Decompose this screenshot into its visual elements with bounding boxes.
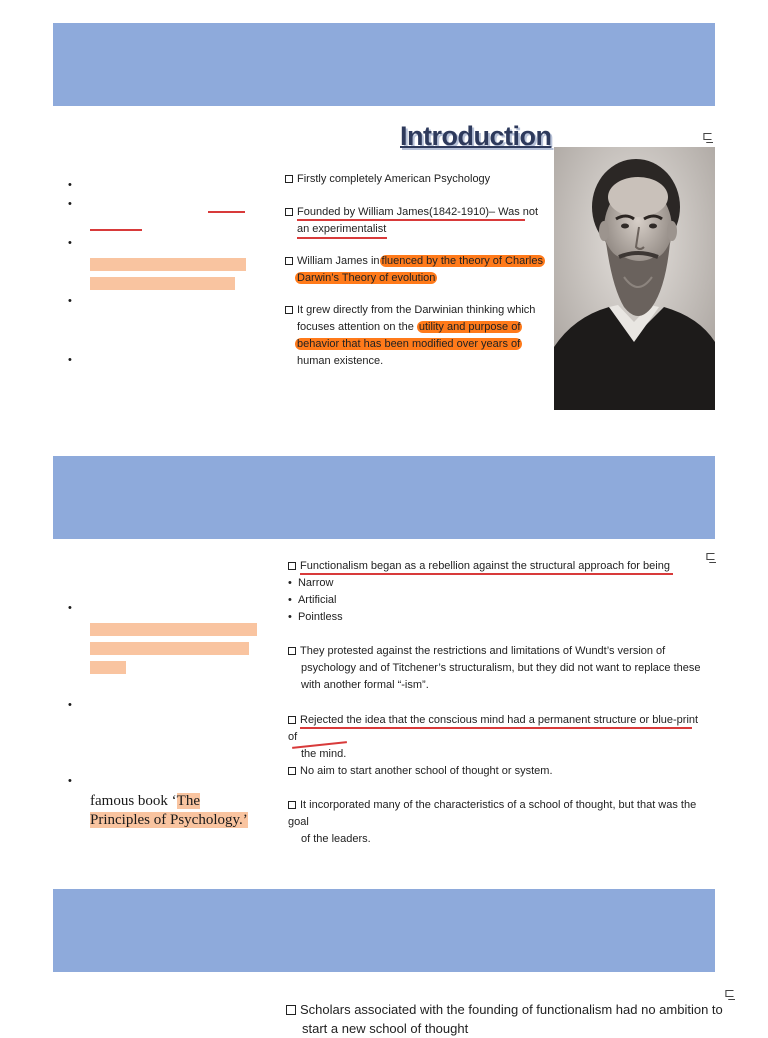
bullet: • bbox=[68, 179, 72, 191]
list-item: No aim to start another school of thought or system. bbox=[288, 763, 553, 780]
underline-mark bbox=[297, 219, 525, 221]
list-item: William James in fluenced by the theory of Charles Darwin’s Theory of evolution bbox=[285, 253, 555, 287]
sub-list-item: • Artificial bbox=[288, 594, 337, 606]
text-highlight bbox=[90, 642, 249, 655]
checkbox-bullet-icon bbox=[286, 1005, 296, 1015]
famous-book-line: famous book ‘The Principles of Psychology.’ bbox=[90, 793, 248, 828]
marker-highlight: Darwin’s Theory of evolution bbox=[297, 272, 436, 284]
bullet: • bbox=[68, 354, 72, 366]
list-item: It grew directly from the Darwinian thinking which focuses attention on the utility and purpose of behavior that has been modified over years of human existence. bbox=[285, 302, 550, 370]
bullet: • bbox=[68, 198, 72, 210]
bookmark-icon[interactable]: ⊏̲ bbox=[705, 548, 716, 563]
underline-mark bbox=[208, 211, 245, 213]
slide-title: Introduction bbox=[400, 121, 552, 151]
checkbox-bullet-icon bbox=[285, 208, 293, 216]
text-highlight bbox=[90, 661, 126, 674]
list-item: Rejected the idea that the conscious mind had a permanent structure or blue-print of the mind. bbox=[288, 714, 699, 760]
list-item: Founded by William James(1842-1910)– Was not an experimentalist bbox=[285, 204, 545, 238]
text-highlight bbox=[90, 623, 257, 636]
portrait-illustration bbox=[554, 147, 715, 410]
sub-list-item: • Narrow bbox=[288, 577, 334, 589]
marker-highlight: fluenced by the theory of Charles bbox=[381, 255, 543, 267]
checkbox-bullet-icon bbox=[285, 257, 293, 265]
list-item: Scholars associated with the founding of functionalism had no ambition to start a new school of thought bbox=[286, 1000, 756, 1038]
bookmark-icon[interactable]: ⊏̲ bbox=[724, 985, 735, 1000]
slide2-header-band bbox=[53, 456, 715, 539]
bullet: • bbox=[68, 699, 72, 711]
list-item: Functionalism began as a rebellion against the structural approach for being bbox=[288, 558, 670, 575]
checkbox-bullet-icon bbox=[288, 767, 296, 775]
checkbox-bullet-icon bbox=[288, 647, 296, 655]
marker-highlight: utility and purpose of bbox=[418, 321, 521, 333]
underline-mark bbox=[300, 727, 692, 729]
text-highlight bbox=[90, 258, 246, 271]
list-item: It incorporated many of the characteristics of a school of thought, but that was the goal of the leaders. bbox=[288, 799, 697, 845]
underline-mark bbox=[90, 229, 142, 231]
underline-mark bbox=[297, 237, 387, 239]
text-highlight bbox=[90, 277, 235, 290]
bookmark-icon[interactable]: ⊏̲ bbox=[702, 128, 713, 143]
underline-mark bbox=[300, 573, 673, 575]
slide3-header-band bbox=[53, 889, 715, 972]
sub-list-item: • Pointless bbox=[288, 611, 343, 623]
portrait-image bbox=[554, 147, 715, 410]
bullet: • bbox=[68, 237, 72, 249]
bullet: • bbox=[68, 775, 72, 787]
bullet: • bbox=[68, 602, 72, 614]
slide1-header-band bbox=[53, 23, 715, 106]
bullet: • bbox=[68, 295, 72, 307]
checkbox-bullet-icon bbox=[288, 801, 296, 809]
list-item: They protested against the restrictions and limitations of Wundt’s version of psychology and of Titchener’s structuralism, but they did not want to replace these with another formal “-ism”. bbox=[288, 643, 708, 694]
checkbox-bullet-icon bbox=[288, 716, 296, 724]
checkbox-bullet-icon bbox=[288, 562, 296, 570]
list-item: Firstly completely American Psychology bbox=[285, 171, 490, 188]
marker-highlight: behavior that has been modified over years of bbox=[297, 338, 521, 350]
checkbox-bullet-icon bbox=[285, 306, 293, 314]
checkbox-bullet-icon bbox=[285, 175, 293, 183]
